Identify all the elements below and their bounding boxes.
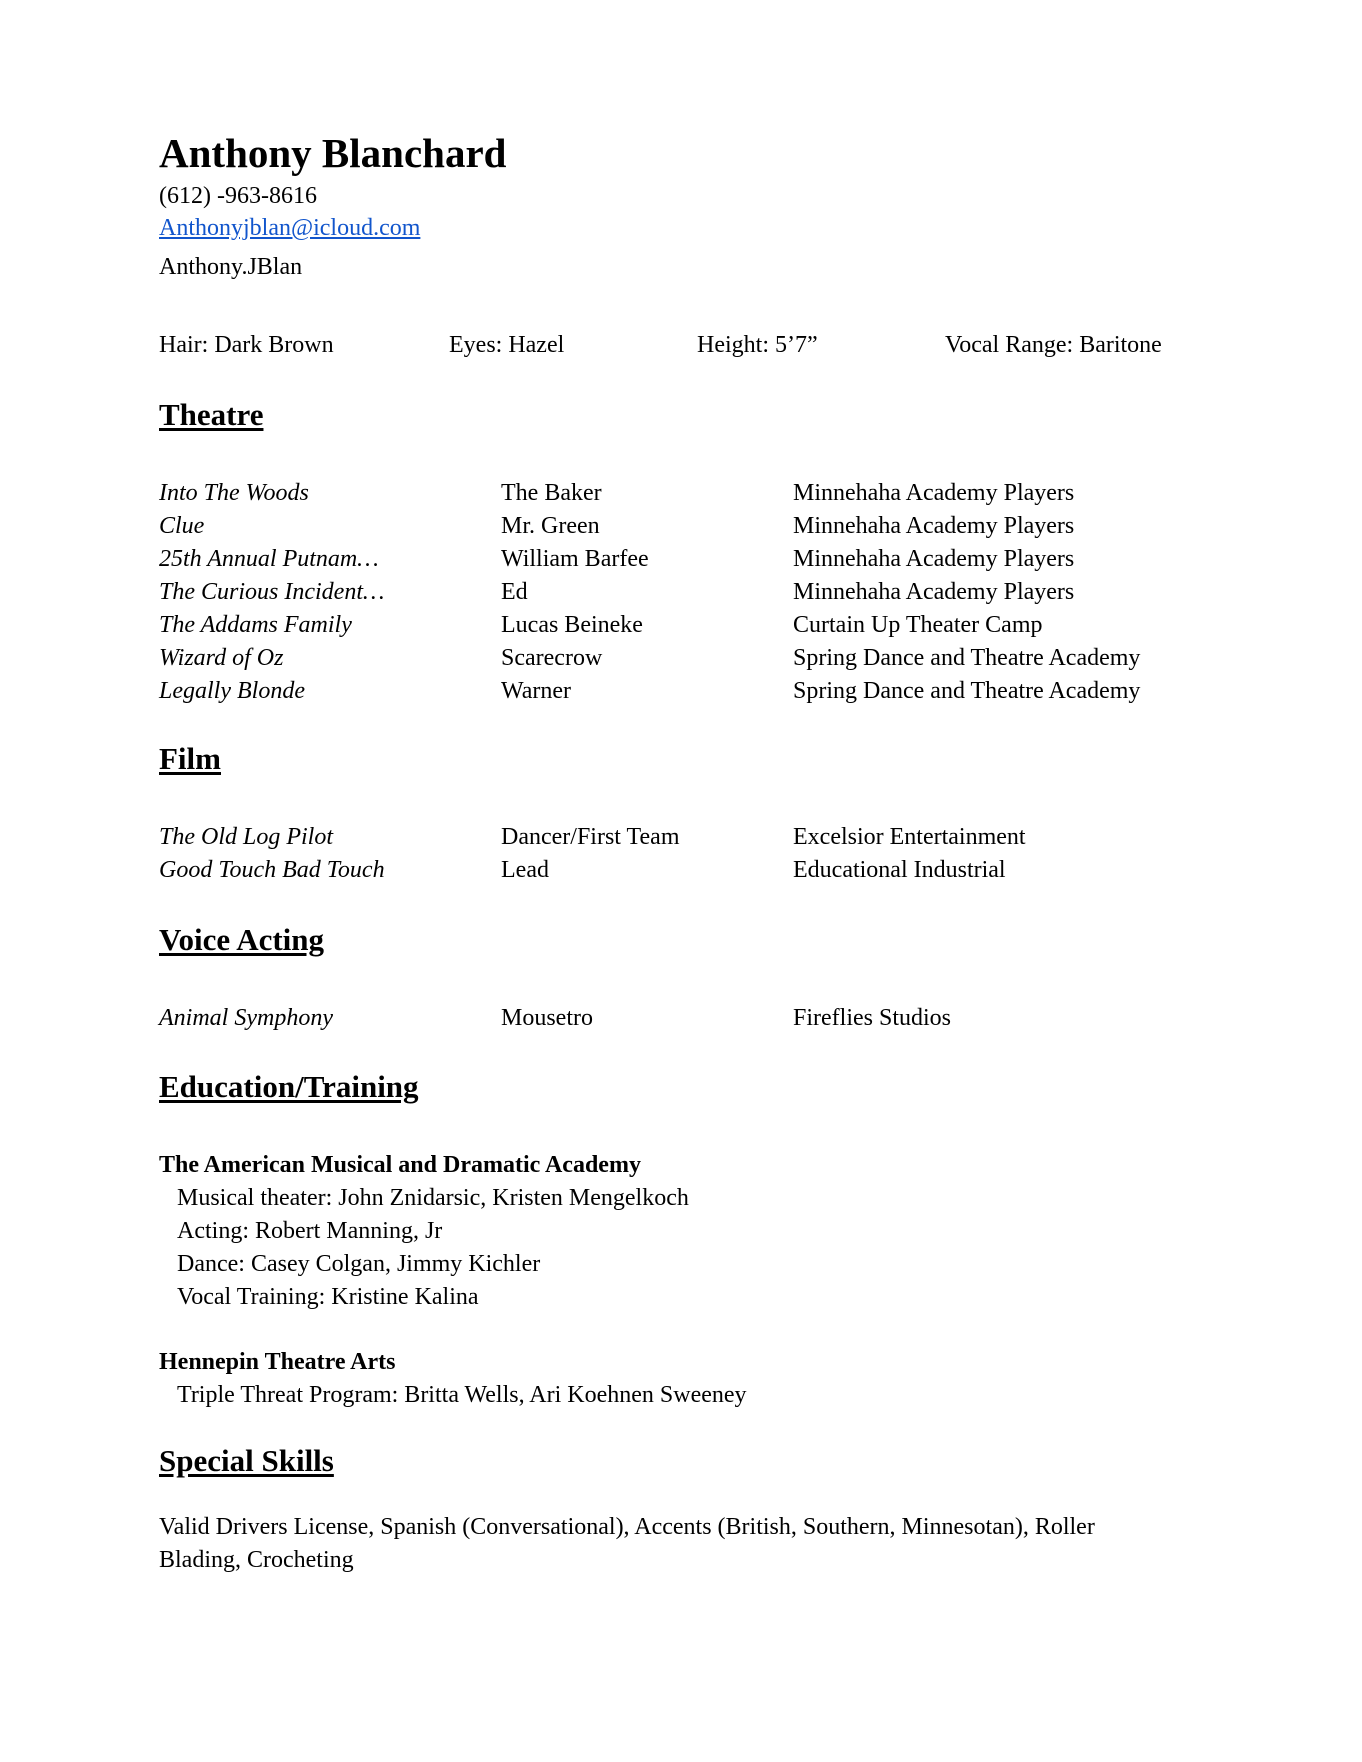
training-line: Musical theater: John Znidarsic, Kristen Mengelkoch [177,1185,689,1211]
credit-role: Ed [501,579,528,605]
credit-role: Lead [501,857,549,883]
credit-role: The Baker [501,480,602,506]
credit-role: William Barfee [501,546,649,572]
email-row [159,213,420,243]
training-list [177,1182,689,1314]
credit-title: 25th Annual Putnam… [159,546,379,572]
credit-company: Minnehaha Academy Players [793,546,1075,572]
vocal-range-stat: Vocal Range: Baritone [945,332,1162,358]
credit-title: Wizard of Oz [159,645,284,671]
credit-role: Dancer/First Team [501,824,680,850]
credit-title: The Addams Family [159,612,352,638]
credit-company: Spring Dance and Theatre Academy [793,645,1141,671]
credit-company: Curtain Up Theater Camp [793,612,1043,638]
skills-text: Valid Drivers License, Spanish (Conversational), Accents (British, Southern, Minnesotan), Roller Blading, Crocheting [159,1514,1095,1573]
theatre-heading: Theatre [159,397,264,432]
credit-title: Into The Woods [159,480,309,506]
school-name: Hennepin Theatre Arts [159,1349,396,1375]
credit-role: Mousetro [501,1005,593,1031]
credit-title: Animal Symphony [159,1005,333,1031]
credit-company: Excelsior Entertainment [793,824,1026,850]
education-heading: Education/Training [159,1069,419,1104]
credit-company: Minnehaha Academy Players [793,579,1075,605]
credit-company: Minnehaha Academy Players [793,480,1075,506]
film-heading: Film [159,741,221,776]
credit-role: Lucas Beineke [501,612,643,638]
eyes-stat: Eyes: Hazel [449,332,565,358]
training-line: Triple Threat Program: Britta Wells, Ari Koehnen Sweeney [177,1382,747,1408]
credit-title: Good Touch Bad Touch [159,857,385,883]
credit-row [159,675,1259,708]
credit-role: Scarecrow [501,645,603,671]
phone-number: (612) -963-8616 [159,183,317,209]
voice-acting-heading: Voice Acting [159,922,325,957]
hair-stat: Hair: Dark Brown [159,332,334,358]
credit-title: The Curious Incident… [159,579,385,605]
resume-page [159,0,1259,1762]
credit-company: Educational Industrial [793,857,1006,883]
training-list [177,1379,747,1412]
theatre-credits [159,477,1259,708]
social-handle: Anthony.JBlan [159,254,303,280]
credit-role: Warner [501,678,572,704]
credit-role: Mr. Green [501,513,600,539]
training-line: Vocal Training: Kristine Kalina [177,1284,479,1310]
credit-row [159,821,1259,854]
credit-row [159,576,1259,609]
resume-name: Anthony Blanchard [159,130,507,176]
film-credits [159,821,1259,887]
credit-row [159,543,1259,576]
credit-company: Spring Dance and Theatre Academy [793,678,1141,704]
school-name: The American Musical and Dramatic Academy [159,1152,641,1178]
credit-row [159,642,1259,675]
skills-heading: Special Skills [159,1443,334,1478]
email-link[interactable]: Anthonyjblan@icloud.com [159,215,421,241]
credit-row [159,854,1259,887]
height-stat: Height: 5’7” [697,332,818,358]
credit-company: Fireflies Studios [793,1005,952,1031]
credit-row [159,510,1259,543]
training-line: Acting: Robert Manning, Jr [177,1218,443,1244]
credit-row [159,1002,1259,1035]
credit-company: Minnehaha Academy Players [793,513,1075,539]
credit-title: Legally Blonde [159,678,305,704]
credit-row [159,477,1259,510]
training-line: Dance: Casey Colgan, Jimmy Kichler [177,1251,541,1277]
credit-title: Clue [159,513,205,539]
voice-acting-credits [159,1002,1259,1035]
credit-row [159,609,1259,642]
credit-title: The Old Log Pilot [159,824,334,850]
